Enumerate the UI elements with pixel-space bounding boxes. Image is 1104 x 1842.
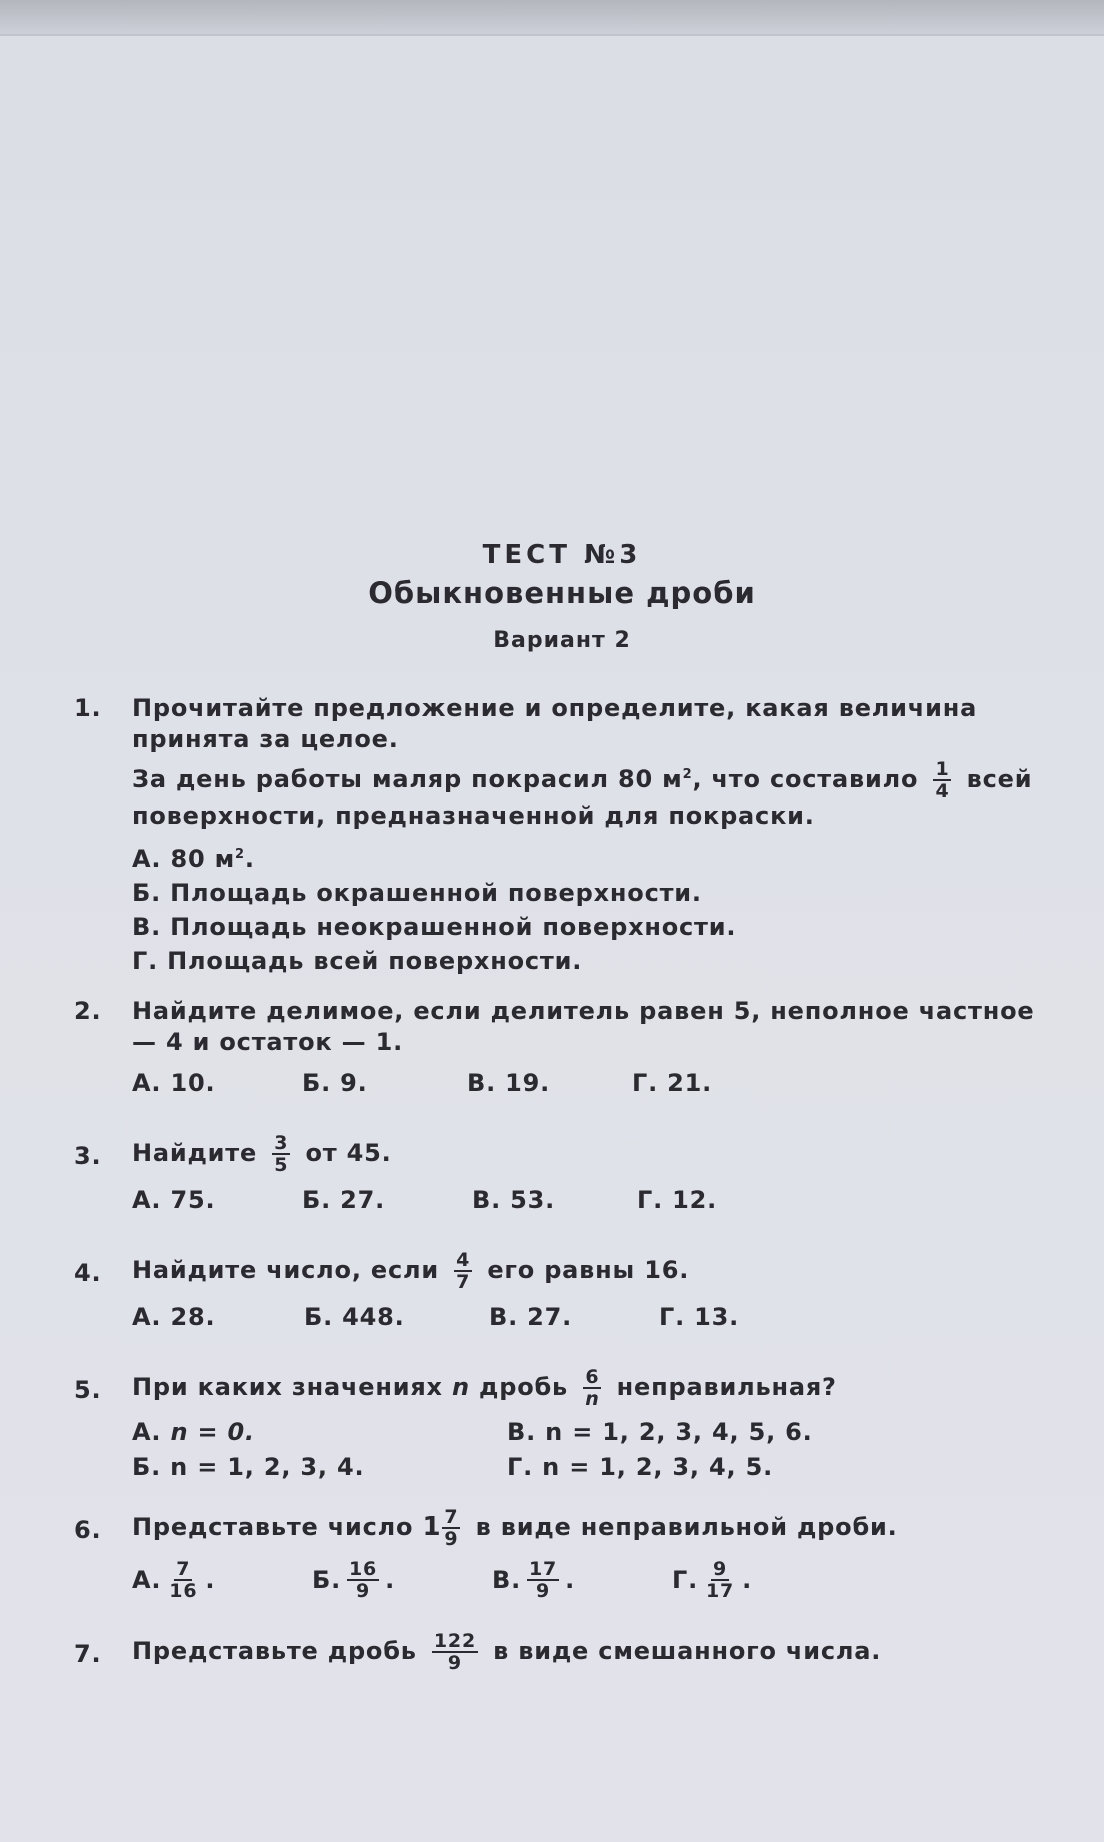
numerator: 16 <box>349 1558 378 1580</box>
option-label: А. 80 м <box>132 845 236 873</box>
test-label: ТЕСТ №3 <box>482 540 642 570</box>
option-b[interactable]: Б. 27. <box>302 1186 386 1214</box>
numerator: 3 <box>274 1132 289 1154</box>
numerator: 7 <box>444 1506 459 1528</box>
option-b[interactable]: Б. 9. <box>302 1069 368 1097</box>
options-list <box>132 838 1044 978</box>
option-g[interactable]: Г. Площадь всей поверхности. <box>132 947 583 975</box>
variable: n <box>452 1373 470 1401</box>
option-v[interactable]: В. 19. <box>467 1069 551 1097</box>
fraction <box>454 1250 472 1292</box>
page-top-edge <box>0 0 1104 34</box>
text-part: от 45. <box>305 1139 392 1167</box>
text-part: в виде неправильной дроби. <box>475 1513 898 1541</box>
option-v[interactable] <box>507 1417 927 1448</box>
option-expr: n = 1, 2, 3, 4. <box>170 1453 365 1481</box>
question-text <box>132 1133 1044 1175</box>
question-1 <box>74 693 1044 978</box>
denominator: 9 <box>536 1580 551 1602</box>
question-5 <box>74 1367 1044 1483</box>
text-part: его равны 16. <box>487 1256 690 1284</box>
numerator: 4 <box>456 1249 471 1271</box>
option-letter: А. <box>132 1418 162 1446</box>
test-document <box>0 540 1104 1673</box>
question-number: 7. <box>74 1640 102 1668</box>
option-letter: Б. <box>132 1453 162 1481</box>
denominator: 9 <box>447 1652 462 1674</box>
option-v[interactable]: В. 27. <box>489 1303 573 1331</box>
denominator: 17 <box>706 1580 735 1602</box>
option-expr: n = 1, 2, 3, 4, 5, 6. <box>545 1418 813 1446</box>
option-letter: А. <box>132 1565 162 1594</box>
test-title: Обыкновенные дроби <box>368 576 756 610</box>
option-letter: Г. <box>507 1453 534 1481</box>
options-row <box>132 1559 1044 1601</box>
question-text <box>132 1631 1044 1673</box>
option-g[interactable]: Г. $\frac{9}{17}$ . <box>672 1558 752 1602</box>
question-number: 3. <box>74 1142 102 1170</box>
option-a[interactable] <box>132 1417 507 1448</box>
options-row <box>132 1302 1044 1333</box>
question-text: Найдите делимое, если делитель равен 5, неполное частное — 4 и остаток — 1. <box>132 997 1035 1056</box>
options-row <box>132 1068 1044 1099</box>
question-number: 2. <box>74 997 102 1025</box>
denominator: 9 <box>356 1580 371 1602</box>
option-g[interactable] <box>507 1452 927 1483</box>
fraction <box>527 1559 559 1601</box>
question-3 <box>74 1133 1044 1216</box>
option-v[interactable]: В. Площадь неокрашенной поверхности. <box>132 913 737 941</box>
option-letter: Б. <box>312 1565 342 1594</box>
text-part: неправильная? <box>616 1373 837 1401</box>
text-part: всей поверхности, предназначенной для покраски. <box>132 765 1033 830</box>
fraction <box>933 759 951 801</box>
question-text <box>132 1367 1044 1409</box>
denominator: 5 <box>274 1154 289 1176</box>
superscript: 2 <box>235 847 245 862</box>
text-part: Представьте дробь <box>132 1637 417 1665</box>
options-row <box>132 1185 1044 1216</box>
text-part: Найдите <box>132 1139 258 1167</box>
options-grid <box>132 1417 1044 1483</box>
fraction <box>167 1559 199 1601</box>
denominator: n <box>585 1388 600 1410</box>
option-b[interactable]: Б. Площадь окрашенной поверхности. <box>132 879 702 907</box>
superscript: 2 <box>682 767 693 782</box>
denominator: 4 <box>935 780 950 802</box>
fraction <box>704 1559 736 1601</box>
question-6 <box>74 1507 1044 1601</box>
option-a[interactable]: А. 75. <box>132 1186 216 1214</box>
fraction <box>347 1559 379 1601</box>
question-number: 5. <box>74 1376 102 1404</box>
question-text <box>132 1507 1044 1549</box>
option-expr: n = 0. <box>170 1418 255 1446</box>
text-part: За день работы маляр покрасил 80 м <box>132 765 683 793</box>
option-letter: В. <box>507 1418 537 1446</box>
numerator: 7 <box>176 1558 191 1580</box>
text-part: в виде смешанного числа. <box>493 1637 882 1665</box>
text-part: Представьте число <box>132 1513 414 1541</box>
option-b[interactable]: Б. 448. <box>304 1303 405 1331</box>
question-text <box>132 1250 1044 1292</box>
fraction <box>583 1367 601 1409</box>
option-a[interactable]: А. $\frac{7}{16}$ . <box>132 1558 216 1602</box>
question-text: Прочитайте предложение и определите, какая величина принята за целое. <box>132 694 978 753</box>
variant-label: Вариант 2 <box>493 628 631 653</box>
option-letter: Г. <box>672 1565 699 1594</box>
option-tail: . <box>244 845 255 873</box>
question-7 <box>74 1631 1044 1673</box>
text-part: дробь <box>479 1373 569 1401</box>
option-b[interactable]: Б. $\frac{16}{9}$ . <box>312 1558 395 1602</box>
question-number: 1. <box>74 694 102 722</box>
numerator: 122 <box>433 1630 476 1652</box>
option-g[interactable]: Г. 13. <box>659 1303 740 1331</box>
question-text-2 <box>132 759 1044 832</box>
option-g[interactable]: Г. 21. <box>632 1069 713 1097</box>
numerator: 6 <box>585 1366 600 1388</box>
option-v[interactable]: В. $\frac{17}{9}$ . <box>492 1558 575 1602</box>
text-part: Найдите число, если <box>132 1256 439 1284</box>
fraction <box>272 1133 290 1175</box>
question-2 <box>74 996 1044 1099</box>
numerator: 1 <box>935 758 950 780</box>
denominator: 16 <box>169 1580 198 1602</box>
option-b[interactable] <box>132 1452 507 1483</box>
question-number: 6. <box>74 1516 102 1544</box>
option-letter: В. <box>492 1565 522 1594</box>
fraction <box>442 1507 460 1549</box>
question-4 <box>74 1250 1044 1333</box>
denominator: 7 <box>456 1271 471 1293</box>
text-part: , что составило <box>692 765 919 793</box>
mixed-whole: 1 <box>422 1512 442 1542</box>
question-number: 4. <box>74 1259 102 1287</box>
option-expr: n = 1, 2, 3, 4, 5. <box>542 1453 773 1481</box>
text-part: При каких значениях <box>132 1373 443 1401</box>
numerator: 9 <box>713 1558 728 1580</box>
option-a[interactable]: А. 28. <box>132 1303 216 1331</box>
denominator: 9 <box>444 1528 459 1550</box>
option-v[interactable]: В. 53. <box>472 1186 556 1214</box>
option-a[interactable] <box>132 838 1044 876</box>
numerator: 17 <box>529 1558 558 1580</box>
fraction <box>432 1631 478 1673</box>
option-a[interactable]: А. 10. <box>132 1069 216 1097</box>
option-g[interactable]: Г. 12. <box>637 1186 718 1214</box>
